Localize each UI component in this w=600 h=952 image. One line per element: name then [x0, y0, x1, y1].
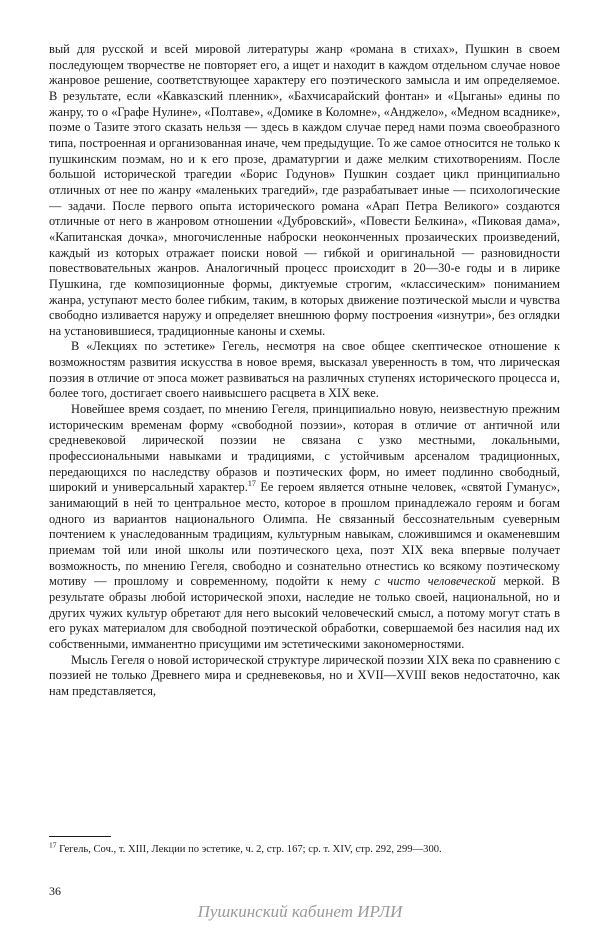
footnote: [49, 840, 560, 857]
paragraph-3-part-b: Ее героем является отныне человек, «святой Гуманус», занимающий в ней то центральное место, которое в прошлом принадлежало героям и богам одного из вариантов национального Олимпа. Не связанный бессознательным суеверным почтением к унаследованным традициям, культурным навыкам, сложившимся и окаменевшим приемам той или иной школы или поэтического цеха, поэт XIX века впервые получает возможность, по мнению Гегеля, свободно и сознательно отнестись ко всякому поэтическому мотиву — прошлому и современному, подойти к нему: [49, 480, 560, 589]
paragraph-3-part-c: меркой. В результате образы любой исторической эпохи, наследие не только своей, национальной, но и других чужих культур обретают для него высокий человеческий смысл, а потому могут стать в его руках материалом для свободной поэтической обработки, совершаемой без насилия над их собственными, имманентно присущими им эстетическими закономерностями.: [49, 574, 560, 651]
footnote-text: Гегель, Соч., т. XIII, Лекции по эстетике, ч. 2, стр. 167; ср. т. XIV, стр. 292, 299—300.: [56, 844, 442, 855]
page-number: 36: [49, 884, 61, 898]
paragraph-3-part-a: Новейшее время создает, по мнению Гегеля, принципиально новую, неизвестную прежним историческим временам форму «свободной поэзии», которая в отличие от античной или средневековой лирической поэзии не связана с узко местными, локальными, профессиональными навыками и традициями, с устойчивым арсеналом традиционных, передающихся по наследству образов и поэтических форм, но имеет подлинно свободный, широкий и универсальный характер.: [49, 402, 560, 495]
italic-phrase: с чисто человеческой: [374, 574, 496, 589]
paragraph-2: В «Лекциях по эстетике» Гегель, несмотря на свое общее скептическое отношение к возможностям развития искусства в новое время, высказал уверенность в том, что лирическая поэзия в отличие от эпоса может развиваться на различных ступенях исторического процесса и, более того, достигает своего наивысшего расцвета в XIX веке.: [49, 339, 560, 401]
paragraph-3: [49, 402, 560, 653]
footnote-reference[interactable]: 17: [247, 479, 256, 489]
footnote-divider: [49, 836, 111, 837]
paragraph-1: вый для русской и всей мировой литературы жанр «романа в стихах», Пушкин в своем последующем творчестве не повторяет его, а ищет и находит в каждом отдельном случае новое жанровое решение, соответствующее характеру его поэтического замысла и им определяемое. В результате, если «Кавказский пленник», «Бахчисарайский фонтан» и «Цыганы» едины по жанру, то о «Графе Нулине», «Полтаве», «Домике в Коломне», «Анджело», «Медном всаднике», поэме о Тазите этого сказать нельзя — здесь в каждом случае перед нами поэма своеобразного типа, построенная и организованная иначе, чем предыдущие. То же самое относится не только к пушкинским поэмам, но и к его прозе, драматургии и даже мелким стихотворениям. После большой исторической трагедии «Борис Годунов» Пушкин создает цикл принципиально отличных от нее по жанру «маленьких трагедий», где разрабатывает иные — психологические — задачи. После первого опыта исторического романа «Арап Петра Великого» создаются отличные от него в жанровом отношении «Дубровский», «Повести Белкина», «Пиковая дама», «Капитанская дочка», многочисленные наброски неоконченных прозаических произведений, каждый из которых отражает поиски новой — гибкой и оригинальной — разновидности повествовательных жанров. Аналогичный процесс происходит в 20—30-е годы и в лирике Пушкина, где композиционные формы, диктуемые строгим, «классическим» пониманием жанра, уступают место более гибким, таким, в которых движение поэтической мысли и чувства свободно изливается наружу и определяет внешнюю форму построения «изнутри», без оглядки на установившиеся, традиционные каноны и схемы.: [49, 42, 560, 338]
main-text: [49, 42, 560, 700]
footnote-number: 17: [49, 840, 57, 850]
watermark: Пушкинский кабинет ИРЛИ: [197, 902, 403, 921]
paragraph-4: Мысль Гегеля о новой исторической структуре лирической поэзии XIX века по сравнению с поэзией не только Древнего мира и средневековья, но и XVII—XVIII веков недостаточно, как нам представляется,: [49, 652, 560, 698]
